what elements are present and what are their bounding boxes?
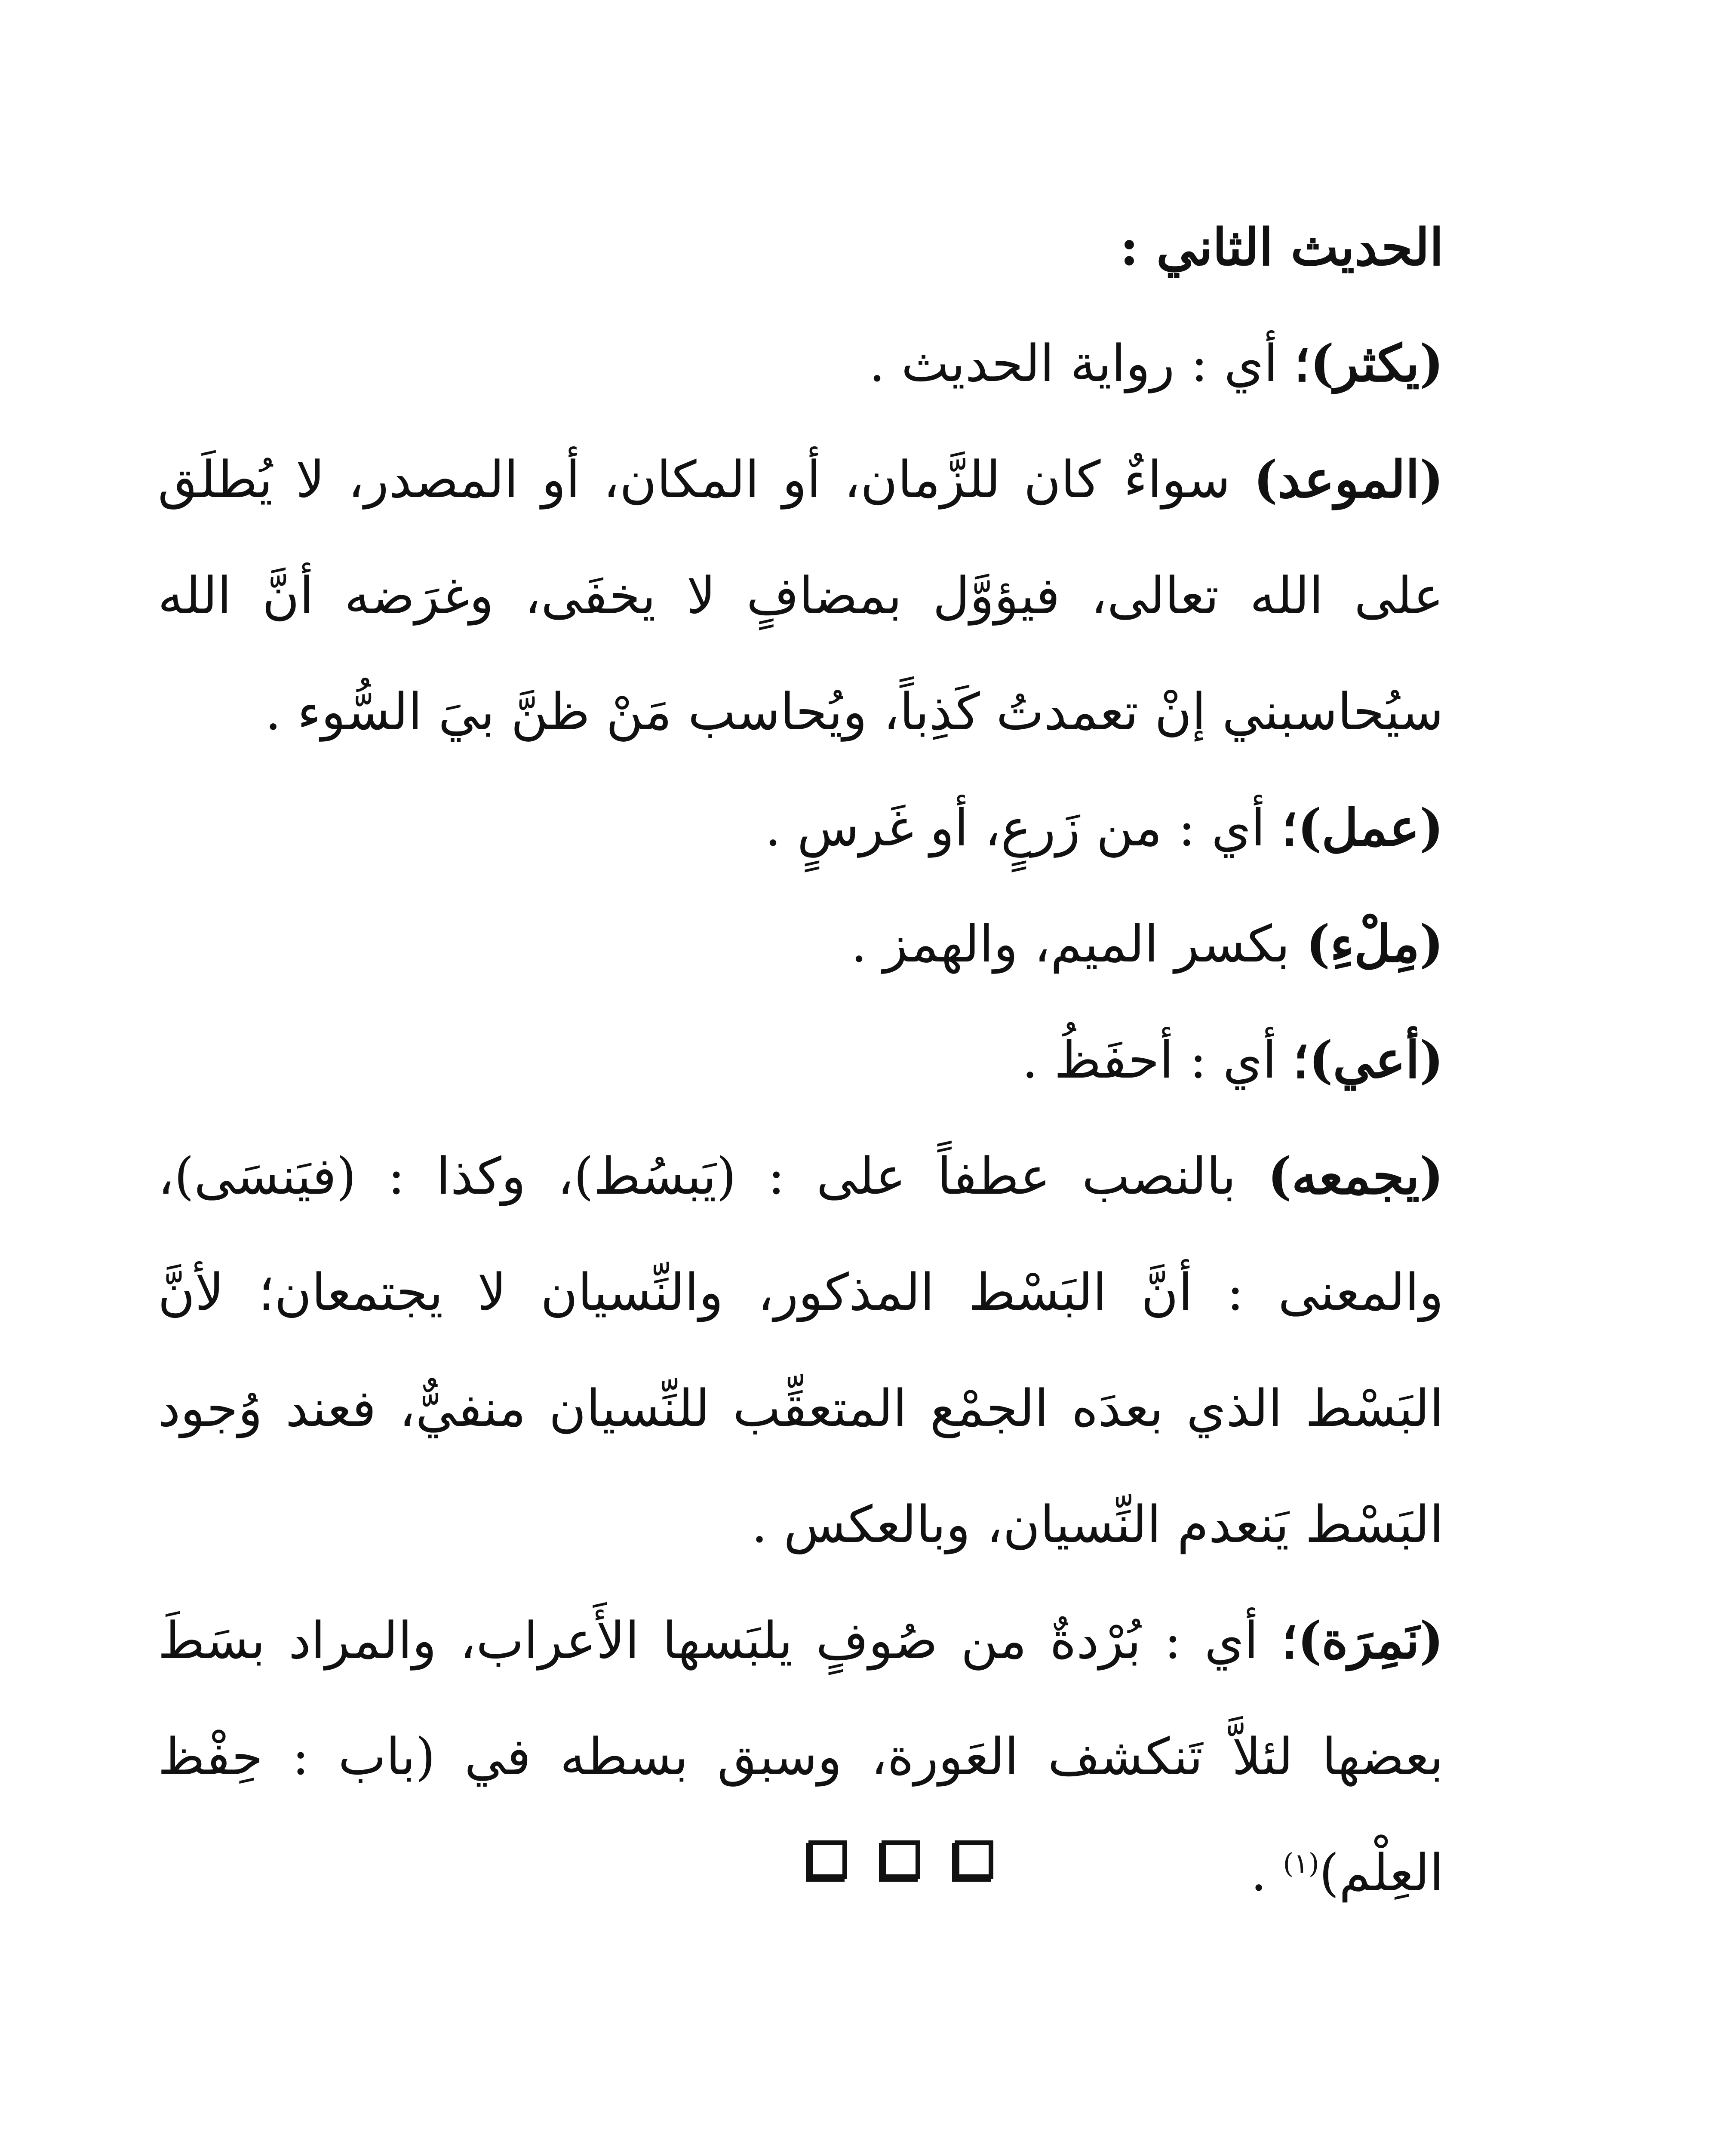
lemma-term: (يكثر)؛: [1294, 333, 1444, 393]
commentary-text: أي : بُرْدةٌ من صُوفٍ يلبَسها الأَعراب، والمراد بسَطَ بعضها لئلاَّ تَنكشف العَورة، وسبق بسطه في (باب : حِفْظ العِلْم): [158, 1611, 1444, 1902]
commentary-paragraph-4: [158, 886, 1444, 1002]
main-text: [158, 189, 1444, 1931]
ornament-square-icon: [882, 1840, 920, 1879]
lemma-term: (يجمعه): [1267, 1146, 1444, 1206]
commentary-text: أي : أحفَظُ .: [1022, 1030, 1293, 1090]
lemma-term: (مِلْءِ): [1306, 914, 1444, 974]
lemma-term: (عمل)؛: [1281, 798, 1444, 857]
lemma-term: (أعي)؛: [1293, 1030, 1444, 1090]
commentary-text: أي : من زَرعٍ، أو غَرسٍ .: [765, 798, 1281, 857]
commentary-paragraph-1: [158, 305, 1444, 421]
commentary-text: بالنصب عطفاً على : (يَبسُط)، وكذا : (فيَنسَى)، والمعنى : أنَّ البَسْط المذكور، والنِّسيان لا يجتمعان؛ لأنَّ البَسْط الذي بعدَه الجمْع المتعقِّب للنِّسيان منفيٌّ، فعند وُجود البَسْط يَنعدم النِّسيان، وبالعكس .: [158, 1146, 1444, 1554]
commentary-paragraph-3: [158, 770, 1444, 886]
ornament-square-icon: [808, 1840, 847, 1879]
sentence-end: .: [1251, 1843, 1283, 1902]
section-heading: الحديث الثاني :: [1120, 217, 1444, 277]
commentary-text: بكسر الميم، والهمز .: [851, 914, 1306, 974]
lemma-term: (نَمِرَة)؛: [1281, 1610, 1444, 1670]
commentary-paragraph-6: [158, 1118, 1444, 1582]
commentary-text: أي : رواية الحديث .: [869, 334, 1294, 393]
lemma-term: (الموعد): [1254, 449, 1444, 509]
commentary-paragraph-7: [158, 1582, 1444, 1931]
three-squares-ornament-icon: [808, 1836, 993, 1883]
commentary-paragraph-2: [158, 421, 1444, 770]
ornament-square-icon: [955, 1840, 993, 1879]
footnote-reference[interactable]: (١): [1283, 1848, 1319, 1880]
commentary-text: سواءٌ كان للزَّمان، أو المكان، أو المصدر، لا يُطلَق على الله تعالى، فيؤوَّل بمضافٍ لا يخفَى، وغرَضه أنَّ الله سيُحاسبني إنْ تعمدتُ كَذِباً، ويُحاسب مَنْ ظنَّ بيَ السُّوء .: [158, 450, 1444, 741]
commentary-paragraph-5: [158, 1002, 1444, 1118]
